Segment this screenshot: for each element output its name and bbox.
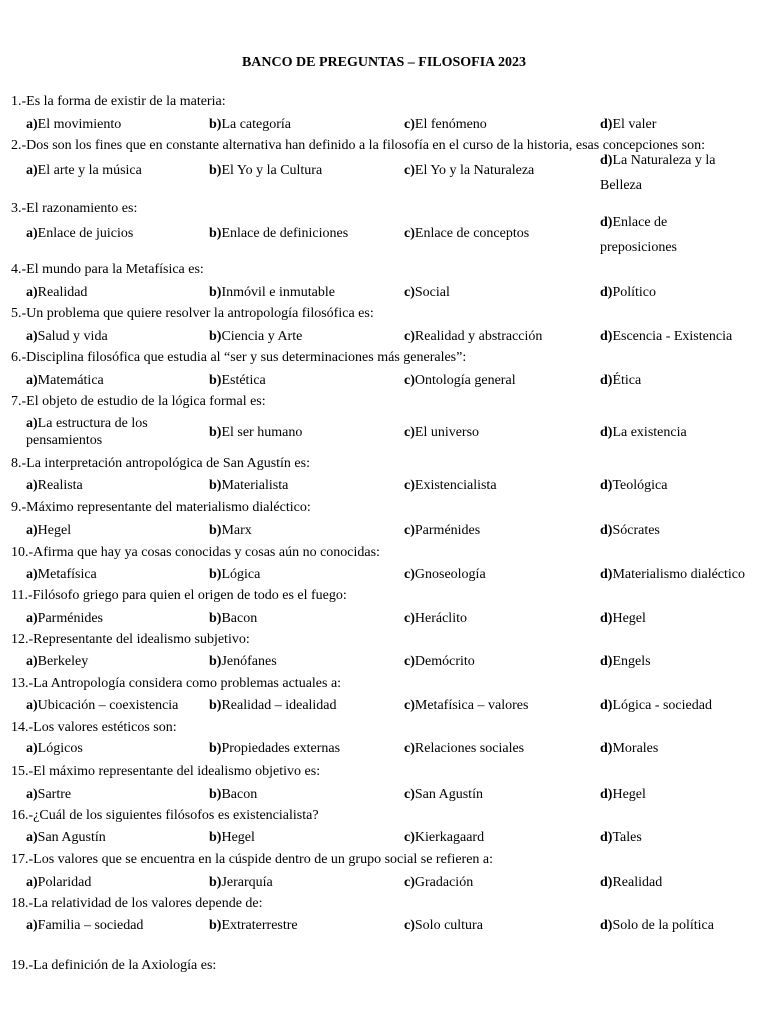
option-d: d)Político [600,285,657,300]
option-d: d)Engels [600,654,651,669]
option-b: b)Extraterrestre [209,918,298,933]
option-c: c)El fenómeno [404,117,487,132]
question-text: .-El objeto de estudio de la lógica formal es: [18,394,266,409]
option-a: a)Polaridad [26,875,92,890]
question-number: 1 [11,94,18,109]
option-b: b)Ciencia y Arte [209,329,303,344]
question-text: .-El mundo para la Metafísica es: [18,262,204,277]
option-d: d)Enlace de preposiciones [600,215,677,255]
question-12 [11,632,250,649]
question-text: .-Disciplina filosófica que estudia al “ser y sus determinaciones más generales”: [18,350,467,365]
option-b: b)Marx [209,523,252,538]
option-b: b)Estética [209,373,266,388]
option-a: a)Hegel [26,523,72,538]
option-a: a)Matemática [26,373,104,388]
option-a: a)Sartre [26,787,72,802]
option-c: c)El universo [404,425,480,440]
option-c: c)Gnoseología [404,567,486,582]
option-d: d)La existencia [600,425,687,440]
question-text: .-La interpretación antropológica de San Agustín es: [18,456,310,471]
question-number: 10 [11,545,25,560]
question-18 [11,896,263,913]
option-b: b)Materialista [209,478,289,493]
question-11 [11,588,347,605]
option-c: c)Existencialista [404,478,497,493]
question-number: 11 [11,588,25,603]
question-number: 15 [11,764,25,779]
question-number: 16 [11,808,25,823]
option-c: c)Demócrito [404,654,475,669]
question-text: .-El máximo representante del idealismo objetivo es: [25,764,321,779]
option-b: b)El Yo y la Cultura [209,163,323,178]
question-number: 17 [11,852,25,867]
question-14 [11,720,177,737]
option-a: a)Familia – sociedad [26,918,144,933]
question-text: .-Dos son los fines que en constante alternativa han definido a la filosofía en el curso de la historia, esas concepciones son: [18,138,705,153]
option-c: c)Gradación [404,875,474,890]
option-a: a)Salud y vida [26,329,108,344]
option-c: c)Realidad y abstracción [404,329,543,344]
question-number: 12 [11,632,25,647]
option-b: b)El ser humano [209,425,303,440]
question-number: 8 [11,456,18,471]
option-a: a)Enlace de juicios [26,226,134,241]
option-d: d)Teológica [600,478,668,493]
option-a: a)Berkeley [26,654,89,669]
option-b: b)Bacon [209,611,258,626]
option-a: a)Lógicos [26,741,83,756]
option-c: c)Kierkagaard [404,830,485,845]
question-19 [11,958,216,975]
question-text: .-La Antropología considera como problemas actuales a: [25,676,342,691]
option-d: d)La Naturaleza y la Belleza [600,153,716,193]
option-b: b)Realidad – idealidad [209,698,337,713]
question-number: 13 [11,676,25,691]
option-b: b)Jerarquía [209,875,273,890]
question-text: .-Representante del idealismo subjetivo: [25,632,250,647]
option-c: c)Solo cultura [404,918,483,933]
question-number: 9 [11,500,18,515]
option-c: c)El Yo y la Naturaleza [404,163,535,178]
question-17 [11,852,493,869]
option-d: d)Ética [600,373,642,388]
option-c: c)Metafísica – valores [404,698,529,713]
option-d: d)El valer [600,117,657,132]
option-c: c)Heráclito [404,611,467,626]
question-1 [11,94,226,111]
option-c: c)Enlace de conceptos [404,226,530,241]
question-text: .-Filósofo griego para quien el origen de todo es el fuego: [24,588,347,603]
question-number: 7 [11,394,18,409]
question-number: 4 [11,262,18,277]
option-a: a)El movimiento [26,117,122,132]
question-text: .-La definición de la Axiología es: [25,958,217,973]
question-text: .-Afirma que hay ya cosas conocidas y cosas aún no conocidas: [25,545,380,560]
option-b: b)Lógica [209,567,261,582]
question-13 [11,676,341,693]
question-text: .-Los valores que se encuentra en la cúspide dentro de un grupo social se refieren a: [25,852,494,867]
option-b: b)Propiedades externas [209,741,341,756]
question-7 [11,394,266,411]
option-a: a)San Agustín [26,830,106,845]
question-text: .-Es la forma de existir de la materia: [18,94,226,109]
question-16 [11,808,319,825]
option-c: c)Relaciones sociales [404,741,525,756]
option-d: d)Lógica - sociedad [600,698,712,713]
option-d: d)Hegel [600,611,646,626]
question-text: .-¿Cuál de los siguientes filósofos es existencialista? [25,808,319,823]
option-d: d)Escencia - Existencia [600,329,733,344]
question-5 [11,306,374,323]
question-number: 14 [11,720,25,735]
option-b: b)Inmóvil e inmutable [209,285,335,300]
question-9 [11,500,311,517]
question-8 [11,456,310,473]
question-6 [11,350,466,367]
option-c: c)Ontología general [404,373,516,388]
page-title: BANCO DE PREGUNTAS – FILOSOFIA 2023 [241,55,527,70]
question-number: 18 [11,896,25,911]
question-number: 2 [11,138,18,153]
question-15 [11,764,320,781]
option-b: b)La categoría [209,117,292,132]
option-b: b)Jenófanes [209,654,277,669]
option-a: a)Realidad [26,285,88,300]
option-d: d)Realidad [600,875,663,890]
option-d: d)Sócrates [600,523,660,538]
question-text: .-Los valores estéticos son: [25,720,177,735]
option-d: d)Tales [600,830,642,845]
option-c: c)San Agustín [404,787,483,802]
option-c: c)Parménides [404,523,481,538]
question-text: .-Un problema que quiere resolver la antropología filosófica es: [18,306,374,321]
question-number: 5 [11,306,18,321]
question-number: 6 [11,350,18,365]
option-b: b)Enlace de definiciones [209,226,349,241]
option-a: a)Metafísica [26,567,97,582]
option-a: a)Realista [26,478,83,493]
option-a: a)El arte y la música [26,163,142,178]
question-text: .-Máximo representante del materialismo dialéctico: [18,500,311,515]
question-number: 3 [11,201,18,216]
option-d: d)Hegel [600,787,646,802]
question-4 [11,262,204,279]
option-d: d)Materialismo dialéctico [600,567,746,582]
option-d: d)Solo de la política [600,918,714,933]
option-a: a)Ubicación – coexistencia [26,698,179,713]
option-b: b)Bacon [209,787,258,802]
option-d: d)Morales [600,741,659,756]
question-text: .-La relatividad de los valores depende de: [25,896,263,911]
question-text: .-El razonamiento es: [18,201,138,216]
question-10 [11,545,380,562]
option-c: c)Social [404,285,450,300]
question-3 [11,201,137,218]
option-a: a)Parménides [26,611,103,626]
option-b: b)Hegel [209,830,255,845]
option-a: a)La estructura de los pensamientos [26,416,148,448]
question-number: 19 [11,958,25,973]
